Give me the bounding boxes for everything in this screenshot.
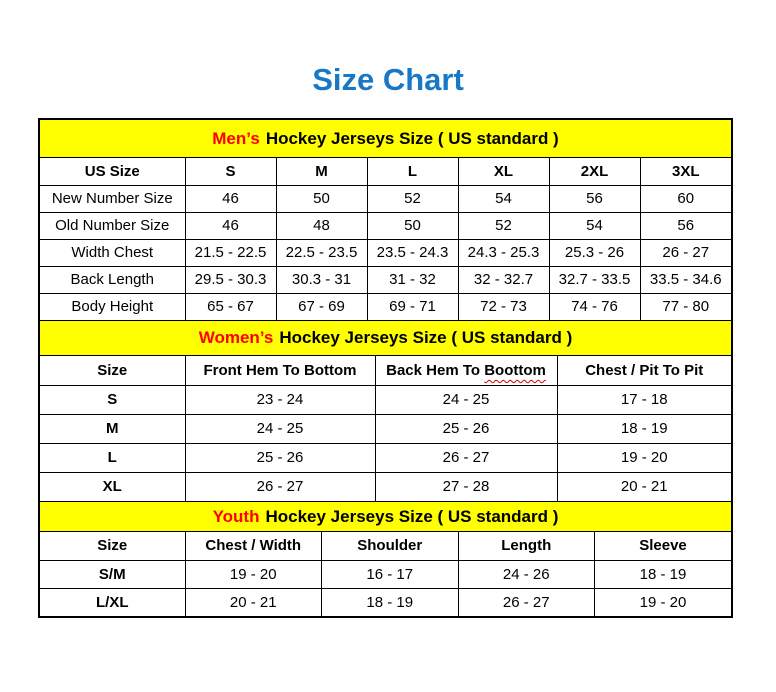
row-label: XL — [40, 472, 185, 501]
womens-section-banner — [40, 320, 731, 356]
misspelled-word: Boottom — [484, 361, 546, 379]
col-header: 2XL — [549, 158, 640, 185]
cell: 21.5 - 22.5 — [185, 239, 276, 266]
mens-banner-highlight: Men’s — [212, 128, 260, 148]
cell: 77 - 80 — [640, 293, 731, 320]
cell: 26 - 27 — [375, 443, 557, 472]
table-row — [40, 560, 731, 588]
col-header: Size — [40, 532, 185, 560]
col-header: Chest / Width — [185, 532, 322, 560]
table-row — [40, 385, 731, 414]
mens-banner-text: Hockey Jerseys Size ( US standard ) — [265, 128, 559, 148]
youth-size-table — [40, 532, 731, 616]
col-header: L — [367, 158, 458, 185]
cell: 29.5 - 30.3 — [185, 266, 276, 293]
row-label: L/XL — [40, 588, 185, 616]
cell: 24 - 25 — [375, 385, 557, 414]
cell: 67 - 69 — [276, 293, 367, 320]
row-label: M — [40, 414, 185, 443]
cell: 52 — [458, 212, 549, 239]
table-row — [40, 266, 731, 293]
cell: 16 - 17 — [322, 560, 459, 588]
cell: 26 - 27 — [185, 472, 375, 501]
womens-banner-highlight: Women’s — [198, 328, 274, 347]
cell: 65 - 67 — [185, 293, 276, 320]
table-row — [40, 212, 731, 239]
col-header: Sleeve — [595, 532, 732, 560]
cell: 30.3 - 31 — [276, 266, 367, 293]
col-header: 3XL — [640, 158, 731, 185]
womens-size-table — [40, 356, 731, 501]
row-label: New Number Size — [40, 185, 185, 212]
youth-banner-highlight: Youth — [212, 506, 260, 526]
mens-size-table — [40, 158, 731, 320]
col-header: M — [276, 158, 367, 185]
col-header: Length — [458, 532, 595, 560]
cell: 46 — [185, 212, 276, 239]
cell: 23.5 - 24.3 — [367, 239, 458, 266]
table-row — [40, 472, 731, 501]
table-row — [40, 443, 731, 472]
row-label: Old Number Size — [40, 212, 185, 239]
row-label: Back Length — [40, 266, 185, 293]
table-row — [40, 532, 731, 560]
table-row — [40, 158, 731, 185]
cell: 25.3 - 26 — [549, 239, 640, 266]
cell: 19 - 20 — [185, 560, 322, 588]
mens-section-banner — [40, 120, 731, 158]
cell: 24.3 - 25.3 — [458, 239, 549, 266]
cell: 50 — [276, 185, 367, 212]
cell: 72 - 73 — [458, 293, 549, 320]
cell: 26 - 27 — [640, 239, 731, 266]
col-header: Front Hem To Bottom — [185, 356, 375, 385]
cell: 19 - 20 — [557, 443, 731, 472]
cell: 23 - 24 — [185, 385, 375, 414]
row-label: L — [40, 443, 185, 472]
page-title: Size Chart — [312, 62, 464, 97]
cell: 32.7 - 33.5 — [549, 266, 640, 293]
cell: 24 - 25 — [185, 414, 375, 443]
cell: 52 — [367, 185, 458, 212]
col-header: Shoulder — [322, 532, 459, 560]
cell: 31 - 32 — [367, 266, 458, 293]
table-row — [40, 293, 731, 320]
size-chart-table — [38, 118, 733, 618]
cell: 26 - 27 — [458, 588, 595, 616]
cell: 25 - 26 — [185, 443, 375, 472]
cell: 24 - 26 — [458, 560, 595, 588]
row-label: Body Height — [40, 293, 185, 320]
cell: 17 - 18 — [557, 385, 731, 414]
cell: 22.5 - 23.5 — [276, 239, 367, 266]
cell: 20 - 21 — [557, 472, 731, 501]
cell: 46 — [185, 185, 276, 212]
col-header: US Size — [40, 158, 185, 185]
table-row — [40, 239, 731, 266]
cell: 56 — [549, 185, 640, 212]
cell: 27 - 28 — [375, 472, 557, 501]
cell: 32 - 32.7 — [458, 266, 549, 293]
table-row — [40, 414, 731, 443]
row-label: S/M — [40, 560, 185, 588]
cell: 56 — [640, 212, 731, 239]
cell: 25 - 26 — [375, 414, 557, 443]
cell: 18 - 19 — [595, 560, 732, 588]
cell: 18 - 19 — [322, 588, 459, 616]
col-header: XL — [458, 158, 549, 185]
cell: 48 — [276, 212, 367, 239]
col-header: S — [185, 158, 276, 185]
row-label: S — [40, 385, 185, 414]
cell: 50 — [367, 212, 458, 239]
table-row — [40, 185, 731, 212]
table-row — [40, 588, 731, 616]
col-header: Back Hem To Boottom — [375, 356, 557, 385]
col-header: Size — [40, 356, 185, 385]
cell: 54 — [458, 185, 549, 212]
cell: 60 — [640, 185, 731, 212]
cell: 19 - 20 — [595, 588, 732, 616]
cell: 54 — [549, 212, 640, 239]
row-label: Width Chest — [40, 239, 185, 266]
col-header: Chest / Pit To Pit — [557, 356, 731, 385]
youth-banner-text: Hockey Jerseys Size ( US standard ) — [265, 506, 559, 526]
youth-section-banner — [40, 501, 731, 532]
cell: 74 - 76 — [549, 293, 640, 320]
womens-banner-text: Hockey Jerseys Size ( US standard ) — [279, 328, 573, 347]
cell: 33.5 - 34.6 — [640, 266, 731, 293]
cell: 69 - 71 — [367, 293, 458, 320]
cell: 18 - 19 — [557, 414, 731, 443]
cell: 20 - 21 — [185, 588, 322, 616]
table-row — [40, 356, 731, 385]
